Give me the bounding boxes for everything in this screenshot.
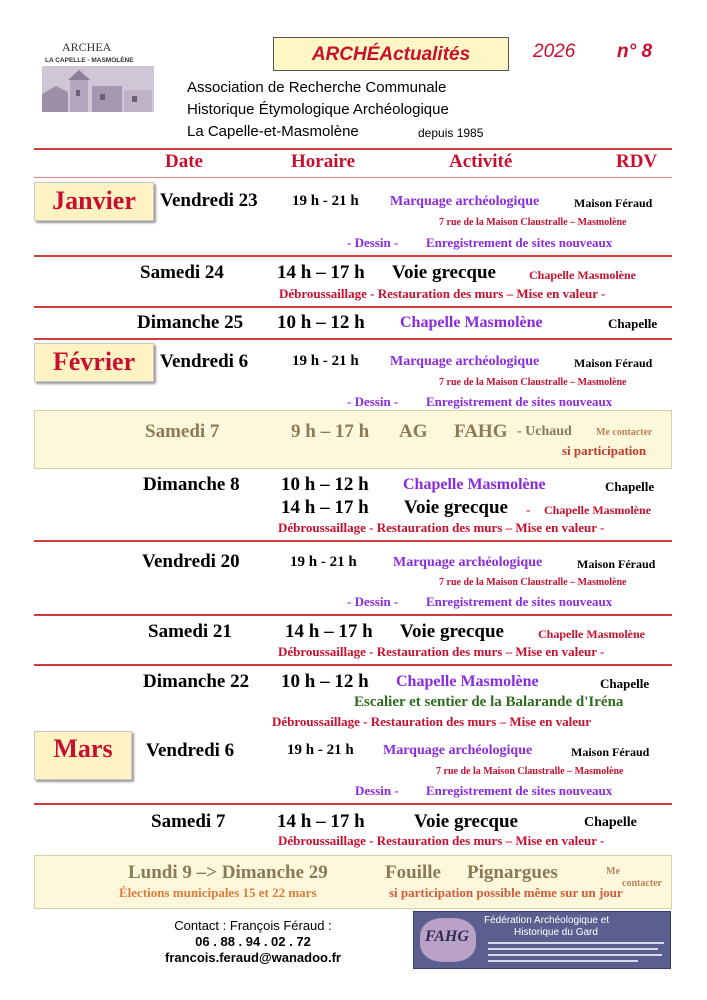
newsletter-title-box <box>273 37 509 71</box>
event-date: Dimanche 8 <box>143 474 240 495</box>
event-note: Débroussaillage - Restauration des murs – Mise en valeur - <box>278 644 605 659</box>
event-contact: contacter <box>622 878 662 889</box>
header-rule <box>34 148 672 150</box>
event-activity: Voie grecque <box>404 497 508 518</box>
newsletter-title: ARCHÉActualités <box>311 44 471 65</box>
logo-title: ARCHEA <box>62 40 112 54</box>
assoc-line-2: Historique Étymologique Archéologique <box>187 101 449 118</box>
col-date: Date <box>165 151 203 172</box>
month-label: Février <box>52 347 136 376</box>
row-rule <box>34 255 672 257</box>
assoc-line-3: La Capelle-et-Masmolène <box>187 123 359 140</box>
event-date: Samedi 21 <box>148 621 232 642</box>
row-rule <box>34 338 672 340</box>
event-time: 10 h – 12 h <box>277 312 365 333</box>
event-activity: Marquage archéologique <box>393 555 543 570</box>
contact-label: Contact : François Féraud : <box>174 918 332 933</box>
event-rdv: Chapelle Masmolène <box>538 627 645 641</box>
event-rdv: Chapelle <box>608 316 658 331</box>
event-time: 10 h – 12 h <box>281 474 369 495</box>
fahg-fine-print <box>488 960 638 962</box>
event-rdv: Chapelle <box>605 479 655 494</box>
logo <box>40 40 158 110</box>
month-label: Janvier <box>52 186 136 215</box>
event-extra: Enregistrement de sites nouveaux <box>426 235 613 250</box>
contact-email: francois.feraud@wanadoo.fr <box>165 950 341 965</box>
logo-subtitle: LA CAPELLE - MASMOLÈNE <box>45 57 134 64</box>
fahg-fine-print <box>488 948 658 950</box>
year: 2026 <box>533 41 576 62</box>
column-rule <box>34 177 672 178</box>
fahg-logo-letters: FAHG <box>425 928 469 945</box>
event-activity: Chapelle Masmolène <box>403 476 546 493</box>
event-contact: Me <box>606 866 620 877</box>
event-contact: si participation <box>562 443 647 458</box>
event-extra: - Dessin - <box>347 594 399 609</box>
event-time: 10 h – 12 h <box>281 671 369 692</box>
issue-number: n° 8 <box>617 41 653 62</box>
event-activity: Marquage archéologique <box>383 743 533 758</box>
event-range: Lundi 9 –> Dimanche 29 <box>128 862 328 883</box>
event-time: 14 h – 17 h <box>285 621 373 642</box>
event-activity: Voie grecque <box>414 811 518 832</box>
event-date: Vendredi 6 <box>160 351 249 372</box>
event-date: Dimanche 22 <box>143 671 250 692</box>
event-activity: Pignargues <box>467 862 558 883</box>
event-address: 7 rue de la Maison Claustralle – Masmolène <box>439 577 627 588</box>
event-rdv-separator: - <box>526 502 531 517</box>
event-rdv: - Uchaud <box>517 424 572 439</box>
event-rdv: Chapelle Masmolène <box>544 503 651 517</box>
month-mars <box>34 731 132 780</box>
event-extra: Dessin - <box>355 783 399 798</box>
event-activity: Chapelle Masmolène <box>400 314 543 331</box>
event-address: 7 rue de la Maison Claustralle – Masmolène <box>436 766 624 777</box>
event-extra: Enregistrement de sites nouveaux <box>426 394 613 409</box>
event-rdv: Chapelle <box>584 815 637 830</box>
row-rule <box>34 306 672 308</box>
event-rdv: Maison Féraud <box>577 557 656 571</box>
contact-phone: 06 . 88 . 94 . 02 . 72 <box>195 934 311 949</box>
col-horaire: Horaire <box>291 151 356 172</box>
participation-note: si participation possible même sur un jour <box>389 885 623 900</box>
month-janvier <box>34 182 154 221</box>
event-date: Samedi 7 <box>145 421 220 442</box>
fahg-banner <box>413 911 671 969</box>
event-activity: Marquage archéologique <box>390 354 540 369</box>
assoc-line-1: Association de Recherche Communale <box>187 79 447 96</box>
event-time: 14 h – 17 h <box>277 811 365 832</box>
event-date: Dimanche 25 <box>137 312 244 333</box>
event-activity: Voie grecque <box>392 262 496 283</box>
event-date: Samedi 24 <box>140 262 224 283</box>
event-time: 19 h - 21 h <box>292 353 359 369</box>
col-rdv: RDV <box>616 151 658 172</box>
fahg-fine-print <box>488 942 664 944</box>
event-extra: - Dessin - <box>347 394 399 409</box>
event-activity: Voie grecque <box>400 621 504 642</box>
event-extra: - Dessin - <box>347 235 399 250</box>
event-note: Débroussaillage - Restauration des murs – Mise en valeur - <box>279 286 606 301</box>
event-date: Samedi 7 <box>151 811 226 832</box>
village-illustration <box>42 66 154 112</box>
event-rdv: Chapelle Masmolène <box>529 268 636 282</box>
event-activity: AG <box>399 421 428 442</box>
row-rule <box>34 614 672 616</box>
event-address: 7 rue de la Maison Claustralle – Masmolène <box>439 217 627 228</box>
event-activity: Fouille <box>385 862 441 883</box>
row-rule <box>34 664 672 666</box>
row-rule <box>34 803 672 805</box>
event-note: Débroussaillage - Restauration des murs – Mise en valeur - <box>278 833 605 848</box>
event-note: Débroussaillage - Restauration des murs – Mise en valeur <box>272 714 591 729</box>
event-date: Vendredi 20 <box>142 551 240 572</box>
event-date: Vendredi 23 <box>160 190 258 211</box>
event-rdv: Chapelle <box>600 676 650 691</box>
fahg-title: Fédération Archéologique et <box>484 915 610 926</box>
fahg-title: Historique du Gard <box>514 927 598 938</box>
event-time: 19 h - 21 h <box>290 554 357 570</box>
event-rdv: Maison Féraud <box>574 356 653 370</box>
event-time: 9 h – 17 h <box>291 421 370 442</box>
since: depuis 1985 <box>418 126 484 140</box>
event-address: 7 rue de la Maison Claustralle – Masmolène <box>439 377 627 388</box>
fahg-logo <box>420 918 476 962</box>
event-activity: FAHG <box>454 421 508 442</box>
event-extra: Enregistrement de sites nouveaux <box>426 594 613 609</box>
event-rdv: Maison Féraud <box>571 745 650 759</box>
event-rdv: Maison Féraud <box>574 196 653 210</box>
event-date: Vendredi 6 <box>146 740 235 761</box>
month-fevrier <box>34 343 154 382</box>
event-time: 19 h - 21 h <box>292 193 359 209</box>
event-activity: Marquage archéologique <box>390 194 540 209</box>
event-extra: Enregistrement de sites nouveaux <box>426 783 613 798</box>
row-rule <box>34 540 672 542</box>
event-activity: Chapelle Masmolène <box>396 673 539 690</box>
event-time: 14 h – 17 h <box>281 497 369 518</box>
col-activite: Activité <box>449 151 513 172</box>
elections-note: Élections municipales 15 et 22 mars <box>119 885 317 900</box>
fahg-fine-print <box>488 954 662 956</box>
event-contact: Me contacter <box>596 427 653 438</box>
event-time: 14 h – 17 h <box>277 262 365 283</box>
event-note: Débroussaillage - Restauration des murs – Mise en valeur - <box>278 520 605 535</box>
event-time: 19 h - 21 h <box>287 742 354 758</box>
month-label: Mars <box>53 734 113 763</box>
event-sub: Escalier et sentier de la Balarande d'Iréna <box>354 694 624 710</box>
